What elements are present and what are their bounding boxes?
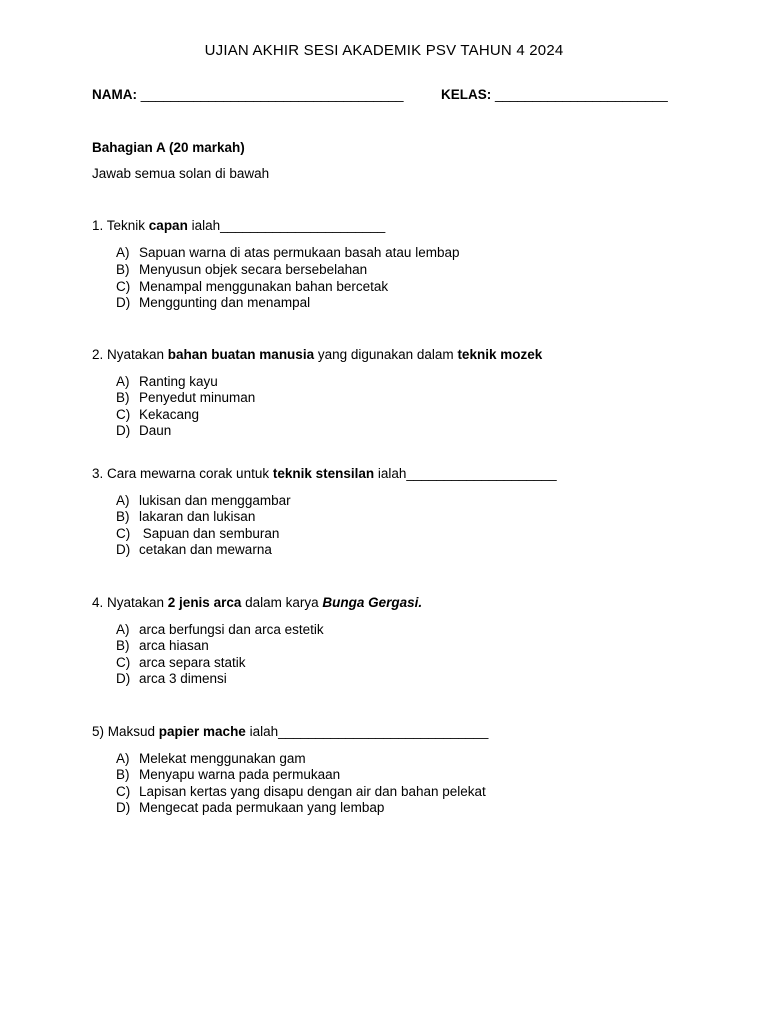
option-letter: B) [116,767,130,782]
q2-option-d [116,423,171,439]
option-letter: C) [116,407,131,422]
option-text: Sapuan warna di atas permukaan basah atau lembap [139,245,460,260]
option-text: arca 3 dimensi [139,671,227,686]
question-5 [92,724,488,740]
option-letter: D) [116,295,131,310]
option-text: lukisan dan menggambar [139,493,291,508]
option-letter: D) [116,800,131,815]
section-instruction: Jawab semua solan di bawah [92,166,270,181]
section-heading: Bahagian A (20 markah) [92,140,245,155]
question-4 [92,595,422,611]
q1-option-b [116,262,367,278]
class-field [441,87,668,103]
option-letter: B) [116,638,130,653]
option-letter: B) [116,262,130,277]
q4-option-d [116,671,227,687]
artwork-title: Bunga Gergasi. [322,595,423,610]
option-text: arca hiasan [139,638,209,653]
option-text: Sapuan dan semburan [139,526,280,541]
option-letter: B) [116,509,130,524]
q5-option-d [116,800,384,816]
question-text: ialah______________________ [187,218,386,233]
name-label: NAMA: [92,87,137,102]
name-field [92,87,404,103]
q4-option-a [116,622,324,638]
question-text: 1. Teknik [92,218,149,233]
question-text: 2. Nyatakan [92,347,168,362]
question-text: 5) Maksud [92,724,159,739]
question-text: dalam karya [241,595,323,610]
q2-option-b [116,390,255,406]
option-text: arca berfungsi dan arca estetik [139,622,324,637]
option-letter: A) [116,751,130,766]
q3-option-c [116,526,279,542]
page-title: UJIAN AKHIR SESI AKADEMIK PSV TAHUN 4 2024 [204,42,564,59]
question-1 [92,218,385,234]
question-keyword: capan [148,218,188,233]
question-keyword: 2 jenis arca [167,595,242,610]
option-text: Menggunting dan menampal [139,295,311,310]
option-text: Mengecat pada permukaan yang lembap [139,800,385,815]
q1-option-d [116,295,310,311]
option-text: Daun [139,423,172,438]
option-letter: A) [116,493,130,508]
q3-option-b [116,509,255,525]
question-text: yang digunakan dalam [314,347,458,362]
option-letter: D) [116,423,131,438]
q4-option-c [116,655,246,671]
class-label: KELAS: [441,87,492,102]
option-text: Menyusun objek secara bersebelahan [139,262,368,277]
option-letter: A) [116,245,130,260]
q1-option-c [116,279,388,295]
option-letter: D) [116,542,131,557]
q5-option-b [116,767,340,783]
q3-option-d [116,542,272,558]
question-keyword: teknik mozek [457,347,543,362]
option-letter: C) [116,784,131,799]
question-2 [92,347,542,363]
question-keyword: bahan buatan manusia [167,347,315,362]
class-blank-line: _______________________ [495,87,668,102]
option-text: Ranting kayu [139,374,218,389]
option-text: Penyedut minuman [139,390,256,405]
option-text: lakaran dan lukisan [139,509,256,524]
q3-option-a [116,493,291,509]
option-letter: A) [116,622,130,637]
option-text: cetakan dan mewarna [139,542,272,557]
question-text: ialah____________________________ [245,724,489,739]
question-keyword: teknik stensilan [272,466,375,481]
option-text: Kekacang [139,407,200,422]
question-3 [92,466,557,482]
name-blank-line: ___________________________________ [140,87,404,102]
question-text: ialah____________________ [374,466,557,481]
option-letter: A) [116,374,130,389]
q4-option-b [116,638,209,654]
option-letter: C) [116,655,131,670]
option-letter: C) [116,526,131,541]
option-letter: B) [116,390,130,405]
q5-option-a [116,751,306,767]
option-text: Lapisan kertas yang disapu dengan air dan bahan pelekat [139,784,486,799]
option-text: Melekat menggunakan gam [139,751,306,766]
question-text: 4. Nyatakan [92,595,168,610]
q1-option-a [116,245,459,261]
question-text: 3. Cara mewarna corak untuk [92,466,273,481]
option-text: Menampal menggunakan bahan bercetak [139,279,389,294]
option-letter: D) [116,671,131,686]
q2-option-c [116,407,199,423]
q2-option-a [116,374,218,390]
option-letter: C) [116,279,131,294]
option-text: arca separa statik [139,655,246,670]
q5-option-c [116,784,486,800]
question-keyword: papier mache [158,724,246,739]
option-text: Menyapu warna pada permukaan [139,767,341,782]
